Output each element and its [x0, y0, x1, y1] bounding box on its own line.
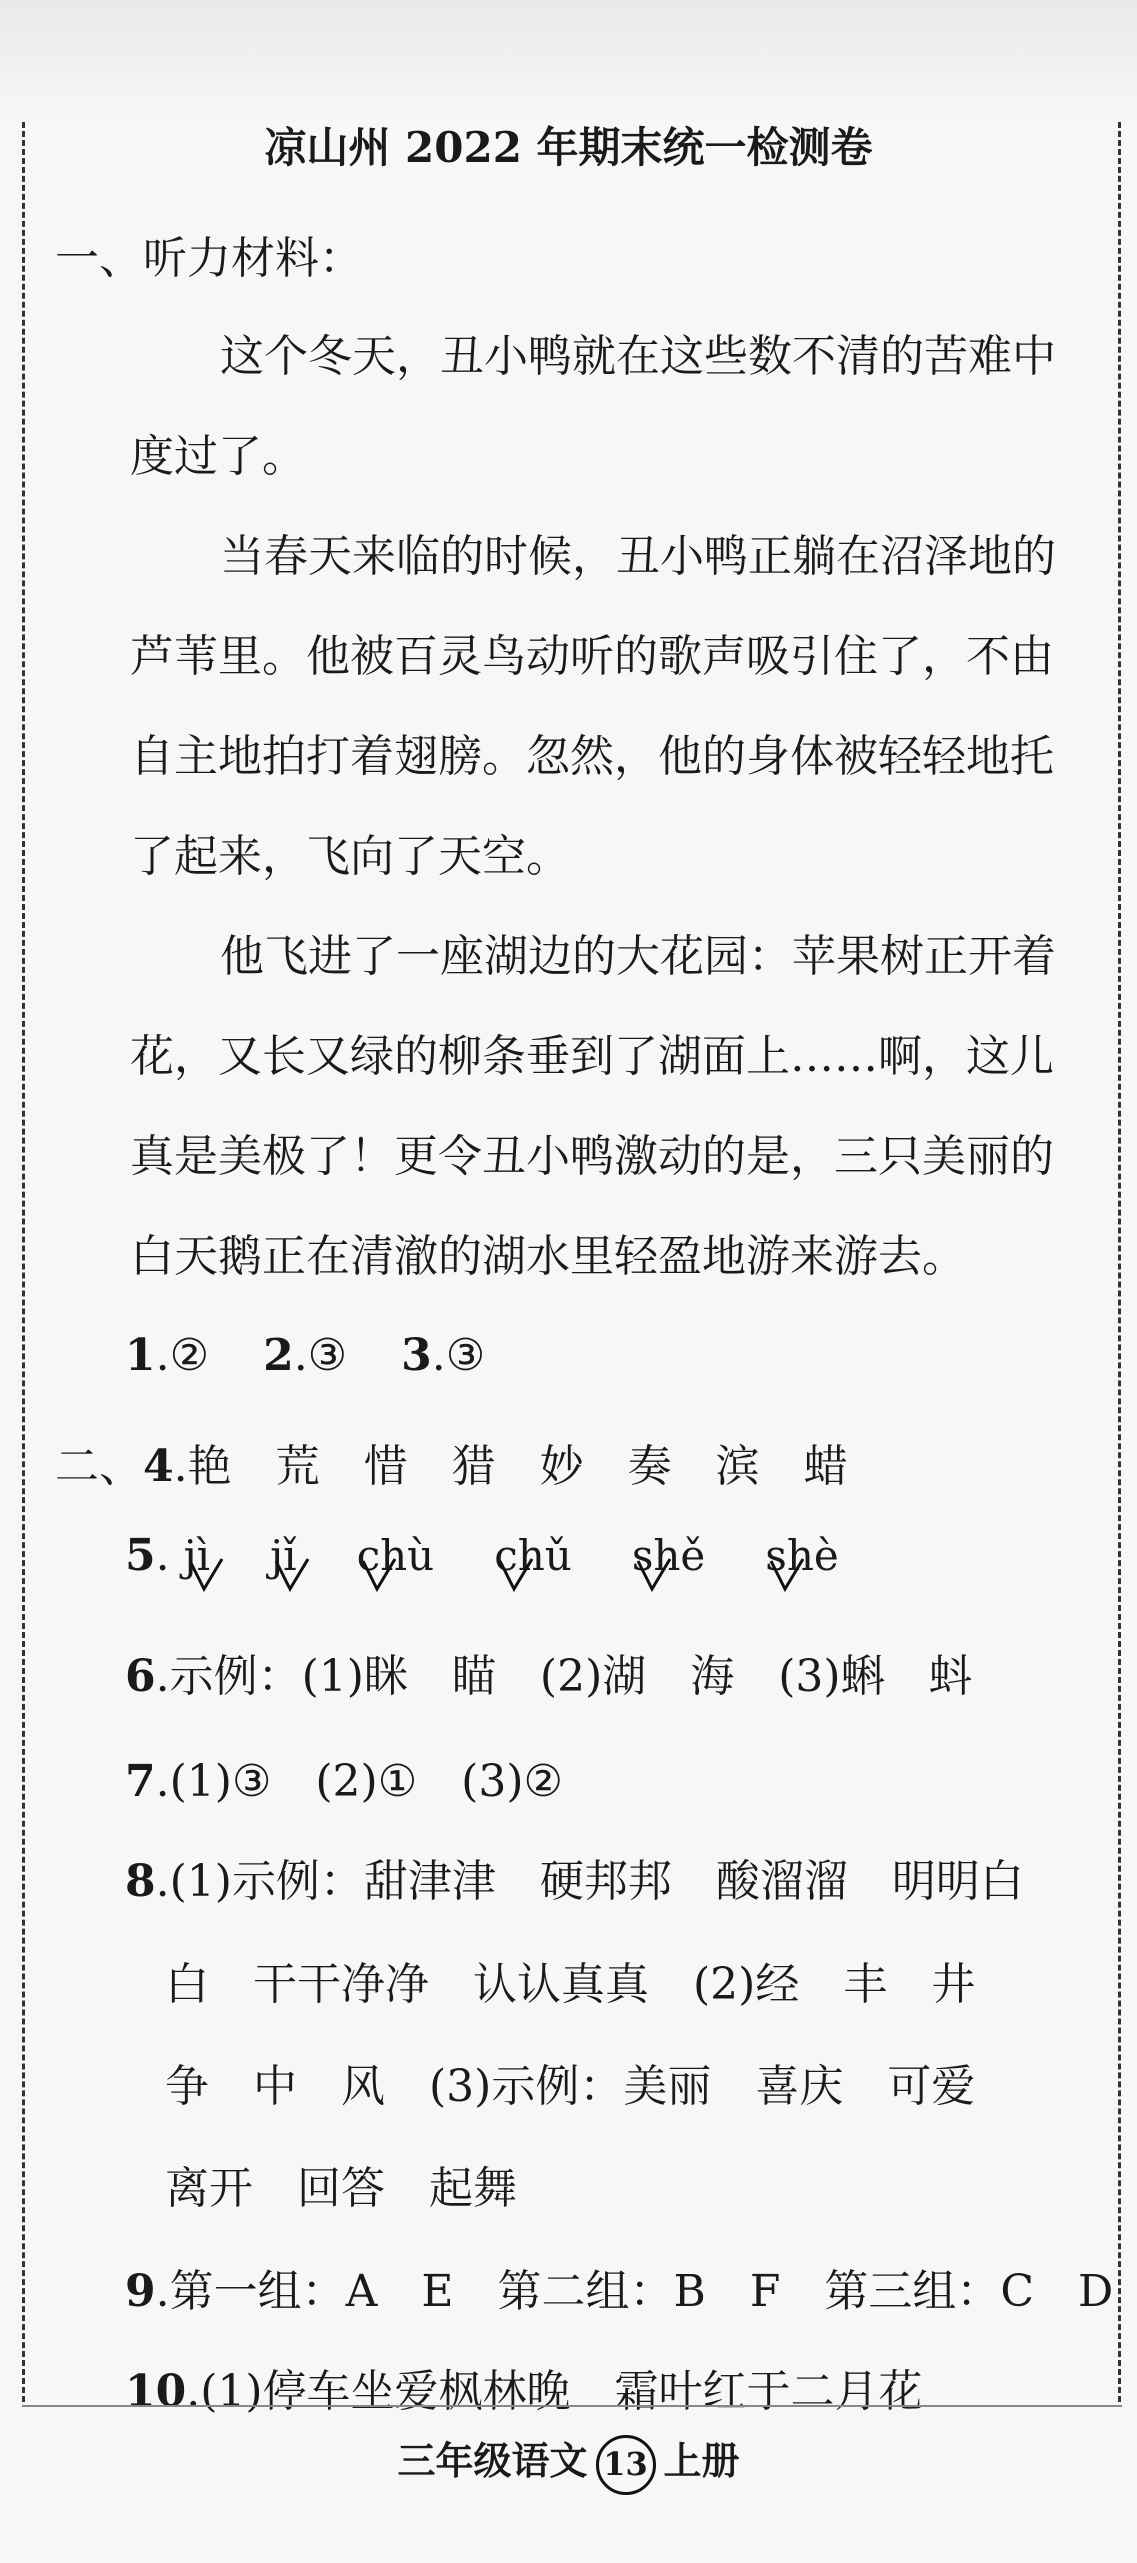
page-title: 凉山州 2022 年期末统一检测卷 — [264, 123, 873, 172]
q8-line4: 离开 回答 起舞 — [165, 2163, 517, 2214]
q8-line2: 白 干干净净 认认真真 (2)经 丰 井 — [165, 1959, 976, 2010]
p1-line2: 度过了。 — [130, 431, 306, 482]
p2-line1: 当春天来临的时候，丑小鸭正躺在沼泽地的 — [220, 531, 1056, 582]
q2-answer: .③ — [293, 1330, 348, 1381]
q3-answer: .③ — [431, 1330, 486, 1381]
check-mark-icon — [359, 1553, 399, 1593]
page-number-badge: 13 — [596, 2435, 656, 2495]
q9-line — [125, 2255, 1113, 2319]
q9-answer: .第一组：A E 第二组：B F 第三组：C D — [155, 2266, 1114, 2317]
q10-number: 10 — [125, 2366, 187, 2417]
pinyin-3 — [357, 1531, 435, 1580]
q4-answer: .艳 荒 惜 猎 妙 奏 滨 蜡 — [173, 1441, 848, 1492]
q10-line — [125, 2355, 923, 2419]
q4-line — [55, 1430, 848, 1494]
p3-line2: 花，又长又绿的柳条垂到了湖面上……啊，这儿 — [130, 1031, 1054, 1082]
p2-line2: 芦苇里。他被百灵鸟动听的歌声吸引住了，不由 — [130, 631, 1054, 682]
right-dashed-border — [1118, 122, 1121, 2402]
section2-prefix: 二、 — [55, 1441, 143, 1492]
q8-answer-line1: .(1)示例：甜津津 硬邦邦 酸溜溜 明明白 — [155, 1856, 1024, 1907]
footer-volume: 上册 — [663, 2438, 740, 2483]
pinyin-6-text: shè — [765, 1531, 839, 1580]
q3-number: 3 — [401, 1330, 432, 1381]
pinyin-2 — [270, 1531, 296, 1580]
q10-answer: .(1)停车坐爱枫林晚 霜叶红于二月花 — [186, 2366, 923, 2417]
check-mark-icon — [272, 1553, 312, 1593]
q1-number: 1 — [125, 1330, 156, 1381]
p3-line4: 白天鹅正在清澈的湖水里轻盈地游来游去。 — [130, 1231, 966, 1282]
q5-line — [125, 1530, 885, 1581]
pinyin-6 — [765, 1531, 838, 1580]
pinyin-3-text: chù — [356, 1531, 435, 1580]
section1-heading: 一、听力材料： — [55, 233, 363, 284]
p3-line1: 他飞进了一座湖边的大花园：苹果树正开着 — [220, 931, 1056, 982]
pinyin-4 — [494, 1531, 572, 1580]
pinyin-4-text: chǔ — [494, 1531, 572, 1580]
q6-number: 6 — [125, 1651, 156, 1702]
p2-line4: 了起来，飞向了天空。 — [130, 831, 570, 882]
left-dashed-border — [22, 122, 25, 2402]
q5-number: 5 — [125, 1530, 156, 1581]
check-mark-icon — [767, 1553, 807, 1593]
pinyin-1 — [184, 1531, 210, 1580]
q8-number: 8 — [125, 1856, 156, 1907]
p3-line3: 真是美极了！更令丑小鸭激动的是，三只美丽的 — [130, 1131, 1054, 1182]
pinyin-5-text: shě — [631, 1531, 706, 1580]
footer — [0, 2430, 1137, 2495]
check-mark-icon — [634, 1553, 674, 1593]
pinyin-5 — [632, 1531, 705, 1580]
q6-answer: .示例：(1)眯 瞄 (2)湖 海 (3)蝌 蚪 — [155, 1651, 973, 1702]
q8-line3: 争 中 风 (3)示例：美丽 喜庆 可爱 — [165, 2061, 976, 2112]
q7-line — [125, 1745, 563, 1809]
q8-line1 — [125, 1845, 1024, 1909]
answers-1-3 — [125, 1330, 485, 1381]
pinyin-2-text: jǐ — [270, 1531, 297, 1580]
q1-answer: .② — [155, 1330, 210, 1381]
bottom-rule — [22, 2405, 1122, 2407]
pinyin-1-text: jì — [183, 1531, 211, 1580]
p1-line1: 这个冬天，丑小鸭就在这些数不清的苦难中 — [220, 331, 1056, 382]
q4-number: 4 — [143, 1441, 174, 1492]
check-mark-icon — [496, 1553, 536, 1593]
q5-dot: . — [155, 1530, 170, 1581]
q9-number: 9 — [125, 2266, 156, 2317]
check-mark-icon — [186, 1553, 226, 1593]
q2-number: 2 — [263, 1330, 294, 1381]
q7-number: 7 — [125, 1756, 156, 1807]
top-shade — [0, 0, 1137, 120]
q7-answer: .(1)③ (2)① (3)② — [155, 1756, 563, 1807]
footer-grade: 三年级语文 — [397, 2438, 588, 2483]
p2-line3: 自主地拍打着翅膀。忽然，他的身体被轻轻地托 — [130, 731, 1054, 782]
q6-line — [125, 1640, 973, 1704]
